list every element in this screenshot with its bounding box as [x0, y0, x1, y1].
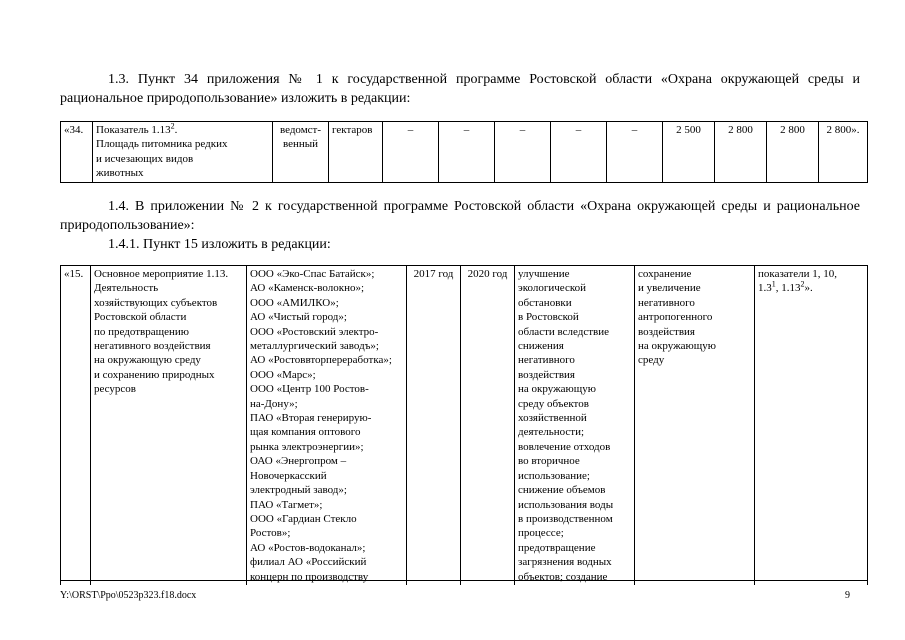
indicator-name: Показатель 1.13$^2$. Площадь питомника редких и исчезающих видов животных — [93, 122, 273, 183]
end-year: 2020 год — [461, 266, 515, 585]
executors: ООО «Эко-Спас Батайск»; АО «Каменск-волокно»; ООО «АМИЛКО»; АО «Чистый город»; ООО «Ростовский электро- металлургический заводъ»; АО «Ростоввторпереработка»; ООО «Марс»; ООО «Центр 100 Ростов- на-Дону»; ПАО «Вторая генерирую- щая компания оптового рынка электроэнергии»; ОАО «Энергопром – Новочеркасский электродный завод»; ПАО «Тагмет»; ООО «Гардиан Стекло Ростов»; АО «Ростов-водоканал»; филиал АО «Российский концерн по производству — [247, 266, 407, 585]
table-bottom-border — [60, 580, 867, 581]
paragraph-1-4-1: 1.4.1. Пункт 15 изложить в редакции: — [108, 237, 331, 252]
indicator-links: показатели 1, 10, $1.3^1$, 1.13$^2$». — [755, 266, 868, 585]
indicator-table — [60, 121, 868, 183]
row-number: «15. — [61, 266, 91, 585]
table-row — [61, 122, 868, 183]
page-number: 9 — [845, 590, 850, 601]
value-cell: – — [495, 122, 551, 183]
value-cell: – — [551, 122, 607, 183]
file-path: Y:\ORST\Ppo\0523p323.f18.docx — [60, 590, 197, 601]
unit: гектаров — [329, 122, 383, 183]
paragraph-1-3: 1.3. Пункт 34 приложения № 1 к государственной программе Ростовской области «Охрана окружающей среды и рациональное природопользование» изложить в редакции: — [60, 72, 860, 106]
event-name: Основное мероприятие 1.13. Деятельность хозяйствующих субъектов Ростовской области по предотвращению негативного воздействия на окружающую среду и сохранению природных ресурсов — [91, 266, 247, 585]
value-cell: 2 800 — [767, 122, 819, 183]
value-cell: – — [383, 122, 439, 183]
expected-result: улучшение экологической обстановки в Ростовской области вследствие снижения негативного воздействия на окружающую среду объектов хозяйственной деятельности; вовлечение отходов во вторичное использование; снижение объемов использования воды в производственном процессе; предотвращение загрязнения водных объектов; создание — [515, 266, 635, 585]
events-table — [60, 265, 868, 585]
value-cell: 2 800». — [819, 122, 868, 183]
value-cell: – — [439, 122, 495, 183]
start-year: 2017 год — [407, 266, 461, 585]
row-number: «34. — [61, 122, 93, 183]
consequences: сохранение и увеличение негативного антропогенного воздействия на окружающую среду — [635, 266, 755, 585]
indicator-type: ведомст- венный — [273, 122, 329, 183]
table-row — [61, 266, 868, 585]
value-cell: 2 800 — [715, 122, 767, 183]
value-cell: – — [607, 122, 663, 183]
value-cell: 2 500 — [663, 122, 715, 183]
paragraph-1-4: 1.4. В приложении № 2 к государственной программе Ростовской области «Охрана окружающей среды и рациональное природопользование»: — [60, 199, 860, 233]
